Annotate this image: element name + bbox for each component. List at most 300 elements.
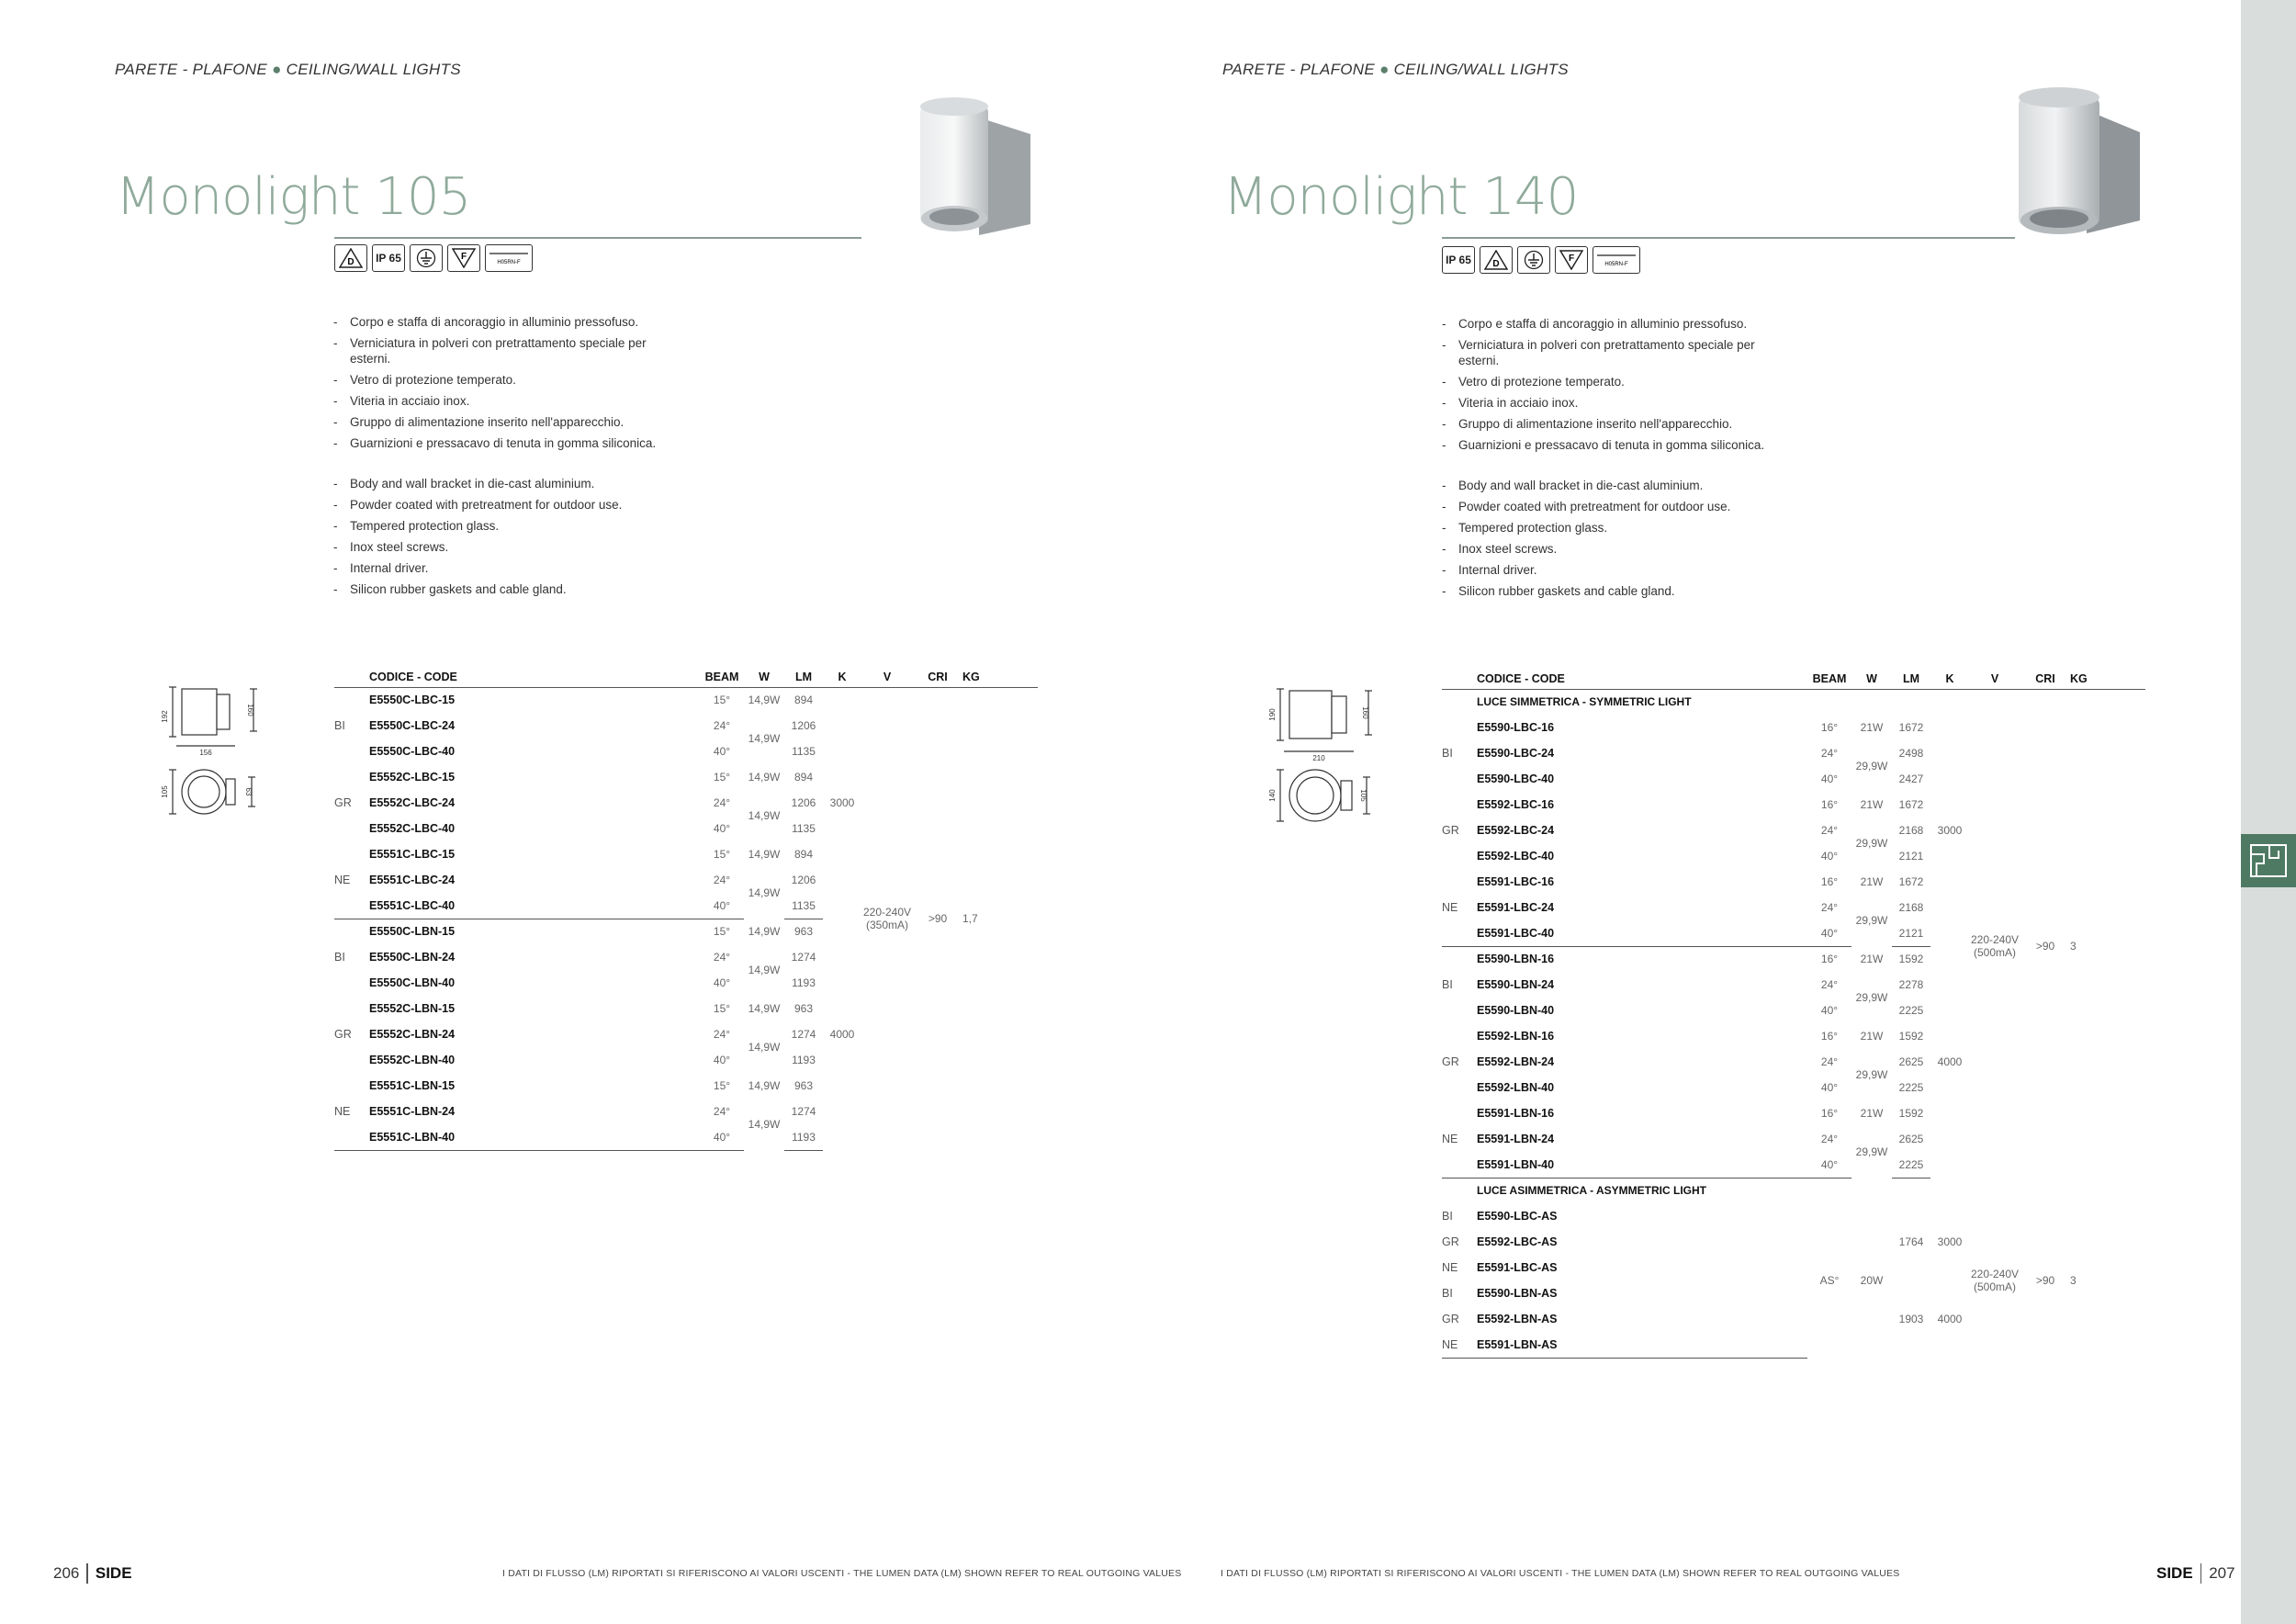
page-number: 206 (53, 1564, 80, 1582)
wattage: 14,9W (748, 1118, 781, 1131)
product-image (2015, 85, 2144, 241)
footer-note: I DATI DI FLUSSO (LM) RIPORTATI SI RIFERISCONO AI VALORI USCENTI - THE LUMEN DATA (LM) SHOWN REFER TO REAL OUTGOING VALUES (502, 1568, 1182, 1579)
product-code: E5590-LBC-24 (1477, 747, 1555, 760)
asymmetric-subheader-row (1442, 1178, 2145, 1203)
finish-code (1442, 715, 1477, 740)
product-code: E5551C-LBC-40 (369, 893, 700, 919)
product-code: E5591-LBC-40 (1477, 920, 1807, 946)
product-code: E5550C-LBN-15 (369, 925, 456, 939)
features-list-en (333, 476, 673, 603)
voltage (861, 687, 913, 1150)
bullet-dot-icon: ● (1379, 61, 1390, 78)
product-title: Monolight 105 (116, 167, 471, 227)
wattage: 14,9W (748, 1041, 781, 1054)
product-code: E5551C-LBN-24 (369, 1105, 456, 1118)
feature-item: - Guarnizioni e pressacavo di tenuta in gomma siliconica. (1442, 437, 1782, 453)
earth-ground-icon (1517, 246, 1550, 274)
product-code: E5592-LBN-24 (1477, 1055, 1555, 1068)
beam-angle: 40° (1820, 773, 1839, 785)
finish-code: GR (334, 1028, 352, 1041)
feature-item: - Internal driver. (333, 560, 673, 576)
wattage: 21W (1860, 721, 1884, 734)
beam-angle: 24° (713, 1105, 731, 1118)
wattage: 29,9W (1855, 914, 1888, 927)
feature-item: - Verniciatura in polveri con pretrattamento speciale per esterni. (333, 335, 673, 367)
finish-code (1442, 1075, 1477, 1100)
lumen: 1135 (792, 745, 816, 758)
wattage: 21W (1860, 875, 1884, 888)
product-code: E5591-LBN-AS (1477, 1332, 1807, 1358)
wattage: 29,9W (1855, 1068, 1888, 1081)
section-title (115, 61, 461, 79)
beam-angle: 16° (1820, 798, 1839, 811)
feature-item: - Internal driver. (1442, 562, 1782, 578)
asymmetric-label: LUCE ASIMMETRICA - ASYMMETRIC LIGHT (1477, 1184, 1706, 1198)
beam-angle: 24° (713, 951, 731, 964)
wattage: 14,9W (748, 886, 781, 899)
svg-text:D: D (1492, 259, 1500, 269)
header-kg: KG (962, 667, 1038, 687)
finish-code: GR (1442, 824, 1459, 837)
beam-angle: 16° (1820, 1030, 1839, 1043)
lumen: 963 (793, 925, 814, 939)
lumen: 1206 (791, 796, 816, 809)
feature-item: - Tempered protection glass. (333, 518, 673, 534)
beam-angle: 24° (1820, 1055, 1839, 1068)
color-temp: 3000 (1937, 824, 1963, 837)
color-temp: 3000 (1937, 1235, 1963, 1248)
finish-code (334, 739, 369, 764)
features-list-it (1442, 316, 1782, 458)
current-value: (350mA) (865, 919, 908, 932)
beam-angle: 24° (713, 874, 731, 886)
wattage: 14,9W (748, 964, 781, 976)
lumen: 1592 (1898, 1107, 1924, 1120)
finish-code: BI (1442, 1210, 1453, 1223)
beam-angle: 15° (713, 1079, 731, 1092)
product-code: E5592-LBC-16 (1477, 798, 1555, 811)
product-code: E5551C-LBC-24 (369, 874, 456, 886)
product-code: E5592-LBN-AS (1477, 1313, 1558, 1325)
product-code: E5550C-LBC-24 (369, 719, 456, 732)
feature-item: - Silicon rubber gaskets and cable gland. (1442, 583, 1782, 599)
cable-h05rn-f-icon (1593, 246, 1640, 274)
svg-text:105: 105 (1359, 789, 1367, 802)
side-index-strip (2241, 0, 2296, 1624)
beam-angle: 15° (713, 925, 731, 939)
finish-code: GR (334, 796, 352, 809)
wall-light-category-icon (2247, 841, 2290, 880)
wattage: 21W (1860, 798, 1884, 811)
wattage: 29,9W (1855, 991, 1888, 1004)
beam-angle: 24° (1820, 747, 1839, 760)
beam-angle: 40° (700, 893, 744, 919)
table-row (1442, 1203, 2145, 1229)
svg-text:190: 190 (1268, 708, 1277, 721)
lumen: 1672 (1898, 721, 1924, 734)
finish-code (1442, 766, 1477, 792)
finish-code: NE (334, 1105, 351, 1118)
spec-table (1442, 669, 2145, 1359)
finish-code (1442, 920, 1477, 946)
lumen: 1672 (1898, 798, 1924, 811)
finish-code (334, 841, 369, 867)
header-cri: CRI (2020, 669, 2070, 689)
page-footer (2156, 1563, 2235, 1584)
product-code: E5590-LBC-40 (1477, 773, 1555, 785)
dimension-drawing (1262, 682, 1381, 825)
feature-item: - Powder coated with pretreatment for outdoor use. (333, 497, 673, 513)
product-code: E5590-LBN-16 (1477, 953, 1555, 966)
beam-angle: 24° (1820, 978, 1839, 991)
voltage-value: 220-240V (862, 906, 912, 919)
svg-text:H05RN-F: H05RN-F (497, 260, 521, 265)
footer-divider (86, 1563, 88, 1584)
wattage: 14,9W (748, 771, 781, 784)
finish-code (1442, 1100, 1477, 1126)
brand-name: SIDE (95, 1564, 132, 1582)
beam-angle: 40° (713, 976, 731, 989)
lumen: 2427 (1898, 773, 1924, 785)
header-w: W (1851, 669, 1892, 689)
lumen: 2498 (1898, 747, 1924, 760)
features-list-en (1442, 478, 1782, 604)
finish-code (1442, 843, 1477, 869)
finish-code: BI (1442, 747, 1453, 760)
feature-item: - Viteria in acciaio inox. (1442, 395, 1782, 411)
title-rule (334, 237, 861, 239)
feature-item: - Vetro di protezione temperato. (333, 372, 673, 388)
page-number: 207 (2209, 1564, 2235, 1582)
finish-code (334, 764, 369, 790)
svg-text:210: 210 (1312, 754, 1325, 762)
product-code: E5592-LBC-AS (1477, 1235, 1558, 1248)
d-mark-icon (1480, 246, 1513, 274)
finish-code (334, 919, 369, 944)
lumen: 1206 (791, 719, 816, 732)
beam-angle: 15° (713, 848, 731, 861)
product-code: E5551C-LBC-15 (369, 848, 456, 861)
wattage: 14,9W (748, 694, 781, 707)
finish-code (334, 1047, 369, 1073)
finish-code: GR (1442, 1235, 1459, 1248)
wattage: 29,9W (1855, 837, 1888, 850)
header-lm: LM (1892, 669, 1930, 689)
spec-header-row (334, 667, 1038, 687)
cri-value: >90 (928, 912, 948, 926)
finish-code (1442, 869, 1477, 895)
header-lm: LM (784, 667, 823, 687)
finish-code: BI (1442, 978, 1453, 991)
lumen: 2168 (1898, 901, 1924, 914)
footer-divider (2200, 1563, 2202, 1584)
feature-item: - Tempered protection glass. (1442, 520, 1782, 536)
beam-angle: 24° (1820, 1133, 1839, 1145)
lumen: 1592 (1898, 1030, 1924, 1043)
svg-text:H05RN-F: H05RN-F (1604, 262, 1628, 267)
lumen: 1592 (1898, 953, 1924, 966)
voltage (1969, 1203, 2020, 1358)
finish-code: NE (334, 874, 351, 886)
header-cri: CRI (913, 667, 962, 687)
earth-ground-icon (410, 244, 443, 272)
product-code: E5550C-LBN-40 (369, 976, 456, 989)
current-value: (500mA) (1973, 1280, 2016, 1293)
beam-angle: 24° (1820, 824, 1839, 837)
svg-text:192: 192 (161, 710, 169, 723)
finish-code: NE (1442, 901, 1458, 914)
product-code: E5550C-LBC-40 (369, 745, 456, 758)
cri-value: >90 (2035, 940, 2055, 953)
color-temp: 4000 (1937, 1055, 1963, 1068)
wattage: 14,9W (748, 1002, 781, 1015)
beam-angle: 16° (1820, 953, 1839, 966)
svg-text:140: 140 (1268, 789, 1277, 802)
title-rule (1442, 237, 2015, 239)
finish-code (334, 893, 369, 919)
color-temp: 3000 (829, 796, 855, 810)
feature-item: - Body and wall bracket in die-cast aluminium. (333, 476, 673, 491)
lumen: 1193 (792, 976, 816, 989)
lumen: 1903 (1898, 1313, 1924, 1325)
product-code: E5592-LBC-40 (1477, 850, 1555, 863)
product-code: E5591-LBC-16 (1477, 875, 1555, 888)
lumen: 1135 (792, 822, 816, 835)
beam-angle: 40° (1820, 850, 1839, 863)
table-row (334, 687, 1038, 713)
finish-code (334, 1124, 369, 1150)
feature-item: - Powder coated with pretreatment for outdoor use. (1442, 499, 1782, 514)
wattage: 29,9W (1855, 1145, 1888, 1158)
beam-angle: 40° (1807, 920, 1851, 946)
beam-angle: 15° (713, 694, 731, 707)
header-beam: BEAM (700, 667, 744, 687)
beam-angle: 15° (713, 1002, 731, 1015)
color-temp: 4000 (1937, 1313, 1963, 1325)
section-title-en: CEILING/WALL LIGHTS (286, 61, 461, 78)
beam-angle: 24° (713, 796, 731, 809)
beam-angle: 16° (1820, 721, 1839, 734)
product-code: E5552C-LBC-24 (369, 796, 456, 809)
finish-code: GR (1442, 1313, 1459, 1325)
ip65-icon: IP 65 (372, 244, 405, 272)
lumen: 1193 (792, 1054, 816, 1066)
header-code: CODICE - CODE (1477, 669, 1807, 689)
section-title-it: PARETE - PLAFONE (115, 61, 268, 78)
lumen: 1193 (784, 1124, 823, 1150)
feature-item: - Inox steel screws. (1442, 541, 1782, 557)
lumen: 2625 (1898, 1055, 1924, 1068)
header-v: V (1969, 669, 2020, 689)
product-code: E5592-LBN-16 (1477, 1030, 1555, 1043)
weight-value: 3 (2070, 940, 2077, 953)
current-value: (500mA) (1973, 946, 2016, 959)
svg-text:F: F (1568, 254, 1575, 264)
table-row (1442, 715, 2145, 740)
symmetric-subheader-row (1442, 689, 2145, 715)
weight-value: 1,7 (962, 912, 978, 926)
finish-code (1442, 792, 1477, 818)
beam-angle: AS° (1819, 1274, 1840, 1287)
finish-code (1442, 1023, 1477, 1049)
lumen: 1764 (1898, 1235, 1924, 1248)
lumen: 2225 (1898, 1004, 1924, 1017)
features-list-it (333, 314, 673, 457)
wattage: 21W (1860, 1107, 1884, 1120)
ip65-icon: IP 65 (1442, 246, 1475, 274)
beam-angle: 24° (713, 1028, 731, 1041)
feature-item: - Vetro di protezione temperato. (1442, 374, 1782, 389)
feature-item: - Corpo e staffa di ancoraggio in alluminio pressofuso. (1442, 316, 1782, 332)
feature-item: - Viteria in acciaio inox. (333, 393, 673, 409)
beam-angle: 15° (713, 771, 731, 784)
wattage: 14,9W (748, 925, 781, 938)
svg-text:F: F (460, 252, 467, 262)
svg-text:D: D (347, 257, 355, 267)
feature-item: - Corpo e staffa di ancoraggio in alluminio pressofuso. (333, 314, 673, 330)
feature-item: - Gruppo di alimentazione inserito nell'apparecchio. (1442, 416, 1782, 432)
finish-code: BI (334, 951, 345, 964)
product-code: E5591-LBC-AS (1477, 1261, 1558, 1274)
wattage: 14,9W (748, 732, 781, 745)
product-code: E5592-LBN-40 (1477, 1081, 1555, 1094)
feature-item: - Verniciatura in polveri con pretrattamento speciale per esterni. (1442, 337, 1782, 368)
beam-angle: 40° (700, 1124, 744, 1150)
beam-angle: 40° (1820, 1004, 1839, 1017)
beam-angle: 16° (1820, 1107, 1839, 1120)
product-code: E5590-LBC-AS (1477, 1210, 1558, 1223)
finish-code (334, 1073, 369, 1099)
finish-code: NE (1442, 1261, 1458, 1274)
wattage: 29,9W (1855, 760, 1888, 773)
section-title-en: CEILING/WALL LIGHTS (1393, 61, 1569, 78)
section-title (1222, 61, 1569, 79)
right-page (1148, 0, 2296, 1624)
product-code: E5591-LBN-16 (1477, 1107, 1555, 1120)
product-code: E5551C-LBN-15 (369, 1079, 456, 1092)
product-code: E5591-LBN-24 (1477, 1133, 1555, 1145)
header-w: W (744, 667, 784, 687)
color-temp: 4000 (829, 1028, 855, 1041)
voltage-value: 220-240V (1970, 1268, 2020, 1280)
feature-item: - Gruppo di alimentazione inserito nell'apparecchio. (333, 414, 673, 430)
beam-angle: 24° (713, 719, 731, 732)
header-code: CODICE - CODE (369, 667, 700, 687)
lumen: 2121 (1892, 920, 1930, 946)
lumen: 2225 (1898, 1081, 1924, 1094)
lumen: 1274 (791, 951, 816, 964)
svg-text:160: 160 (246, 704, 254, 716)
wattage: 14,9W (748, 809, 781, 822)
weight-value: 3 (2070, 1274, 2077, 1287)
finish-code: BI (1442, 1287, 1453, 1300)
lumen: 2625 (1898, 1133, 1924, 1145)
finish-code (1442, 998, 1477, 1023)
category-tab[interactable] (2241, 834, 2296, 887)
lumen: 1274 (791, 1105, 816, 1118)
feature-item: - Inox steel screws. (333, 539, 673, 555)
beam-angle: 24° (1820, 901, 1839, 914)
header-kg: KG (2070, 669, 2145, 689)
certification-icons (1442, 246, 1640, 274)
beam-angle: 40° (713, 745, 731, 758)
f-mark-icon (447, 244, 480, 272)
lumen: 894 (793, 848, 814, 861)
lumen: 963 (793, 1079, 814, 1092)
finish-code (1442, 1152, 1477, 1178)
lumen: 2121 (1898, 850, 1924, 863)
beam-angle: 40° (713, 1054, 731, 1066)
beam-angle: 40° (1807, 1152, 1851, 1178)
d-mark-icon (334, 244, 367, 272)
beam-angle: 16° (1820, 875, 1839, 888)
section-title-it: PARETE - PLAFONE (1222, 61, 1376, 78)
product-code: E5590-LBC-16 (1477, 721, 1555, 734)
lumen: 2225 (1892, 1152, 1930, 1178)
page-footer (53, 1563, 132, 1584)
product-code: E5590-LBN-AS (1477, 1287, 1558, 1300)
wattage: 20W (1860, 1274, 1884, 1287)
spec-header-row (1442, 669, 2145, 689)
finish-code (334, 687, 369, 713)
wattage: 21W (1860, 953, 1884, 965)
product-code: E5590-LBN-40 (1477, 1004, 1555, 1017)
product-image (915, 90, 1034, 237)
wattage: 21W (1860, 1030, 1884, 1043)
lumen: 894 (793, 694, 814, 707)
feature-item: - Silicon rubber gaskets and cable gland. (333, 581, 673, 597)
finish-code: NE (1442, 1133, 1458, 1145)
f-mark-icon (1555, 246, 1588, 274)
lumen: 1206 (791, 874, 816, 886)
footer-note: I DATI DI FLUSSO (LM) RIPORTATI SI RIFERISCONO AI VALORI USCENTI - THE LUMEN DATA (LM) SHOWN REFER TO REAL OUTGOING VALUES (1221, 1568, 1900, 1579)
cri-value: >90 (2035, 1274, 2055, 1287)
lumen: 963 (793, 1002, 814, 1015)
lumen: 2168 (1898, 824, 1924, 837)
voltage-value: 220-240V (1970, 933, 2020, 946)
finish-code (334, 996, 369, 1021)
product-code: E5550C-LBC-15 (369, 694, 456, 707)
svg-text:63: 63 (244, 787, 253, 796)
header-v: V (861, 667, 913, 687)
finish-code: NE (1442, 1332, 1477, 1358)
spec-table (334, 667, 1038, 1151)
product-code: E5552C-LBN-24 (369, 1028, 456, 1041)
brand-name: SIDE (2156, 1564, 2193, 1582)
header-k: K (823, 667, 861, 687)
finish-code (334, 970, 369, 996)
product-code: E5552C-LBN-15 (369, 1002, 456, 1015)
product-code: E5552C-LBN-40 (369, 1054, 456, 1066)
finish-code (334, 816, 369, 841)
header-beam: BEAM (1807, 669, 1851, 689)
header-k: K (1930, 669, 1969, 689)
svg-text:105: 105 (161, 785, 169, 798)
wattage: 14,9W (748, 848, 781, 861)
product-code: E5591-LBN-40 (1477, 1152, 1807, 1178)
product-title: Monolight 140 (1223, 167, 1579, 227)
finish-code: BI (334, 719, 345, 732)
symmetric-label: LUCE SIMMETRICA - SYMMETRIC LIGHT (1477, 695, 1692, 709)
lumen: 2278 (1898, 978, 1924, 991)
beam-angle: 40° (713, 822, 731, 835)
product-code: E5552C-LBC-15 (369, 771, 456, 784)
lumen: 1672 (1898, 875, 1924, 888)
beam-angle: 40° (1820, 1081, 1839, 1094)
finish-code: GR (1442, 1055, 1459, 1068)
finish-code (1442, 946, 1477, 972)
cable-h05rn-f-icon (485, 244, 533, 272)
